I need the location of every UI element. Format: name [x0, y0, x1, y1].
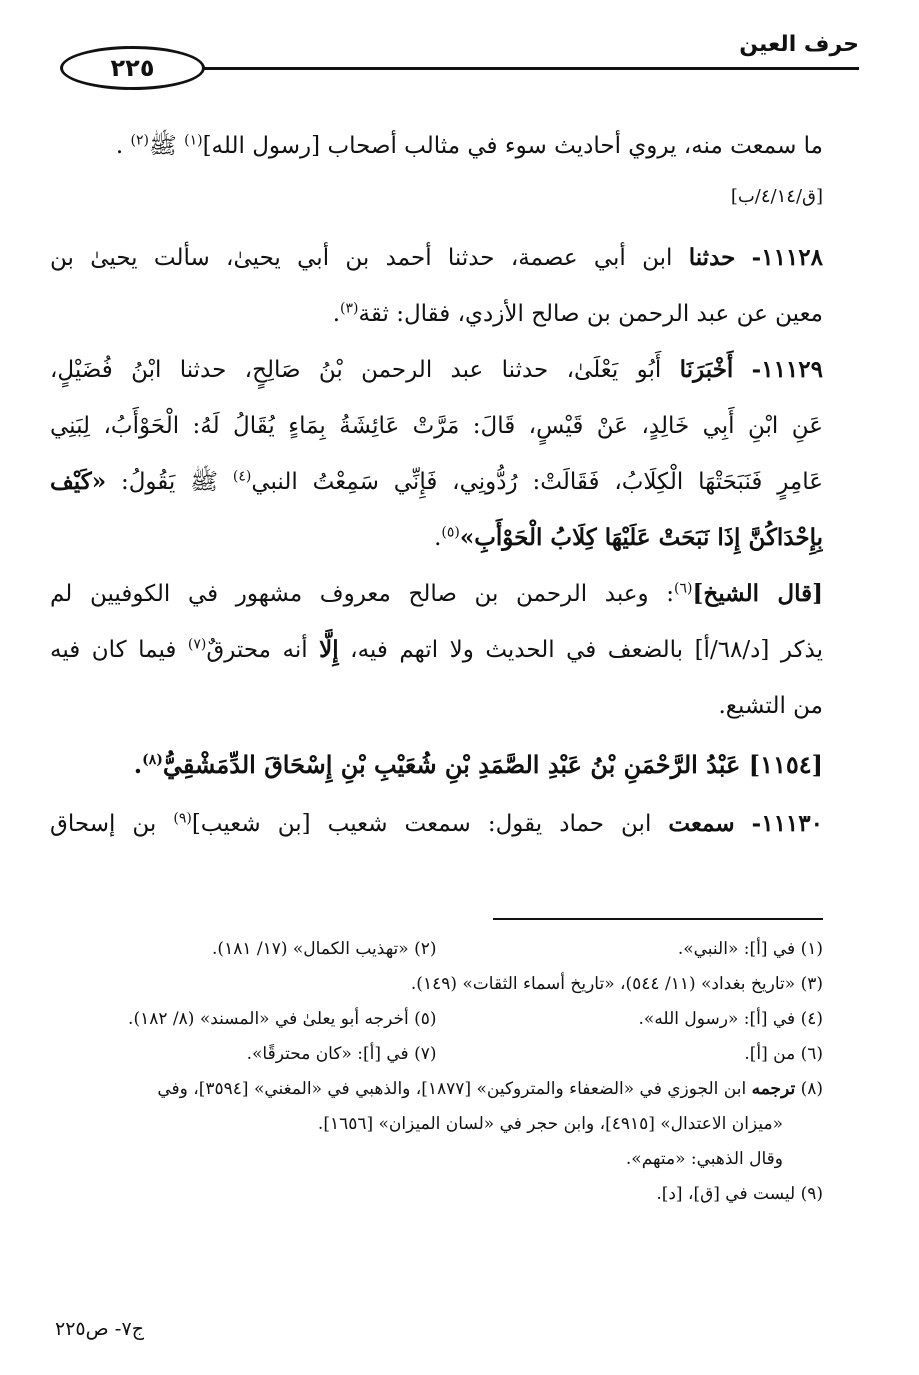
text-line: [50, 118, 823, 174]
narration-verb: أَخْبَرَنَا: [679, 356, 734, 383]
footnote-row: [50, 1142, 823, 1177]
footnote-ref: (١): [184, 132, 203, 149]
narration-verb: حدثنا: [688, 244, 736, 271]
footnotes: [50, 932, 823, 1212]
footnote-7: (٧) في [أ]: «كان محترقًا».: [246, 1044, 437, 1064]
text-span: .: [133, 750, 143, 779]
text-span: : وعبد الرحمن بن صالح معروف مشهور في الكوفيين لم: [50, 581, 675, 607]
honorific: ﷺ: [148, 133, 185, 159]
footnote-ref: (٤): [232, 468, 252, 485]
footnote-1: (١) في [أ]: «النبي».: [677, 939, 823, 959]
footnote-row: [50, 932, 823, 967]
narration-verb: سمعت: [668, 810, 735, 837]
text-span: ابن أبي عصمة، حدثنا أحمد بن أبي يحيىٰ، سألت يحيىٰ بن: [50, 245, 689, 271]
text-span: أَبُو يَعْلَىٰ، حدثنا عبد الرحمن بْنُ صَالِحٍ، حدثنا ابْنُ فُضَيْلٍ،: [50, 357, 680, 383]
footnote-row: [50, 1107, 823, 1142]
text-span: .: [332, 301, 341, 327]
sheikh-comment-line-1: [50, 566, 823, 622]
hadith-1128-line-1: [50, 230, 823, 286]
footnote-8-cont: «ميزان الاعتدال» [٤٩١٥]، وابن حجر في «لسان الميزان» [١٦٥٦].: [317, 1114, 783, 1134]
footnote-row: [50, 1177, 823, 1212]
footnote-row: [50, 1002, 823, 1037]
hadith-1128-line-2: [50, 286, 823, 342]
hadith-number: ١١١٣٠-: [751, 810, 823, 837]
footnote-4: (٤) في [أ]: «رسول الله».: [638, 1009, 823, 1029]
honorific: ﷺ: [190, 469, 233, 495]
hadith-number: ١١١٢٩-: [751, 356, 823, 383]
text-span: ابن حماد يقول: سمعت شعيب [بن شعيب]: [191, 811, 669, 837]
footnote-ref: (٧): [187, 636, 207, 653]
manuscript-ref: [ق/٤/١٤/ب]: [730, 186, 823, 207]
text-span: .: [434, 525, 442, 551]
running-title: حرف العين: [739, 32, 859, 57]
volume-page-label: ج٧- ص٢٢٥: [55, 1318, 144, 1340]
hadith-1129-line-1: [50, 342, 823, 398]
footnote-ref: (٦): [674, 580, 693, 597]
footnote-row: [50, 1072, 823, 1107]
hadith-number: ١١١٢٨-: [751, 244, 823, 271]
entry-title: [١١٥٤] عَبْدُ الرَّحْمَنِ بْنُ عَبْدِ الصَّمَدِ بْنِ شُعَيْبِ بْنِ إِسْحَاقَ الدِّمَشْقِيُّ: [162, 750, 823, 779]
page-header: [60, 30, 859, 90]
text-span: أنه محترقٌ: [206, 637, 320, 663]
emphasis: إِلَّا: [319, 636, 339, 663]
hadith-1129-line-3: [50, 454, 823, 510]
hadith-matn: بِإِحْدَاكُنَّ إِذَا نَبَحَتْ عَلَيْهَا كِلَابُ الْحَوْأَبِ»: [459, 524, 823, 551]
page-number-oval: [60, 46, 205, 90]
text-span: فيما كان فيه: [50, 637, 188, 663]
footnote-6: (٦) من [أ].: [744, 1044, 823, 1064]
sheikh-label: [قال الشيخ]: [692, 580, 823, 607]
text-span: معين عن عبد الرحمن بن صالح الأزدي، فقال: ثقة: [358, 301, 823, 327]
text-span: عَامِرٍ فَنَبَحَتْهَا الْكِلَابُ، فَقَالَتْ: رُدُّونِي، فَإِنِّي سَمِعْتُ النبي: [251, 469, 823, 495]
footnote-ref: (٩): [173, 810, 192, 827]
text-span: .: [115, 133, 131, 159]
hadith-matn: «كَيْف: [50, 468, 107, 495]
footnote-8-cont: وقال الذهبي: «متهم».: [625, 1149, 783, 1169]
footnote-ref: (٥): [441, 524, 460, 541]
footnote-8: [50, 1072, 823, 1107]
sheikh-comment-line-3: من التشيع.: [718, 693, 823, 719]
text-span: يذكر [د/٦٨/أ] بالضعف في الحديث ولا اتهم فيه،: [338, 637, 823, 663]
page-number: ٢٢٥: [110, 54, 155, 82]
footnote-ref: (٨): [142, 752, 163, 768]
footnote-ref: (٣): [340, 300, 359, 317]
biography-entry-heading: [50, 734, 823, 796]
footnote-2: (٢) «تهذيب الكمال» (١٧/ ١٨١).: [212, 939, 437, 959]
text-span: بن إسحاق: [50, 811, 174, 837]
header-rule: [200, 67, 859, 70]
text-span: ما سمعت منه، يروي أحاديث سوء في مثالب أصحاب [رسول الله]: [202, 133, 823, 159]
footnote-keyword: ترجمه: [751, 1079, 796, 1099]
text-span: ابن الجوزي في «الضعفاء والمتروكين» [١٨٧٧]، والذهبي في «المغني» [٣٥٩٤]، وفي: [157, 1079, 752, 1099]
hadith-1129-line-4: [50, 510, 823, 566]
hadith-1129-line-2: عَنِ ابْنِ أَبِي خَالِدٍ، عَنْ قَيْسٍ، قَالَ: مَرَّتْ عَائِشَةُ بِمَاءٍ يُقَالُ لَهُ: الْحَوْأَبُ، لِبَنِي: [50, 413, 823, 439]
footnote-5: (٥) أخرجه أبو يعلىٰ في «المسند» (٨/ ١٨٢).: [128, 1009, 437, 1029]
footnote-rule: [493, 918, 823, 920]
sheikh-comment-line-2: [50, 622, 823, 678]
footnote-9: (٩) ليست في [ق]، [د].: [656, 1184, 823, 1204]
footnote-ref: (٢): [130, 132, 149, 149]
text-span: يَقُولُ:: [106, 469, 191, 495]
footnote-3: (٣) «تاريخ بغداد» (١١/ ٥٤٤)، «تاريخ أسماء الثقات» (١٤٩).: [410, 974, 823, 994]
footnote-number: (٨): [795, 1079, 823, 1099]
main-text: [50, 118, 823, 852]
footnote-row: [50, 1037, 823, 1072]
footnote-row: [50, 967, 823, 1002]
hadith-1130-line-1: [50, 796, 823, 852]
